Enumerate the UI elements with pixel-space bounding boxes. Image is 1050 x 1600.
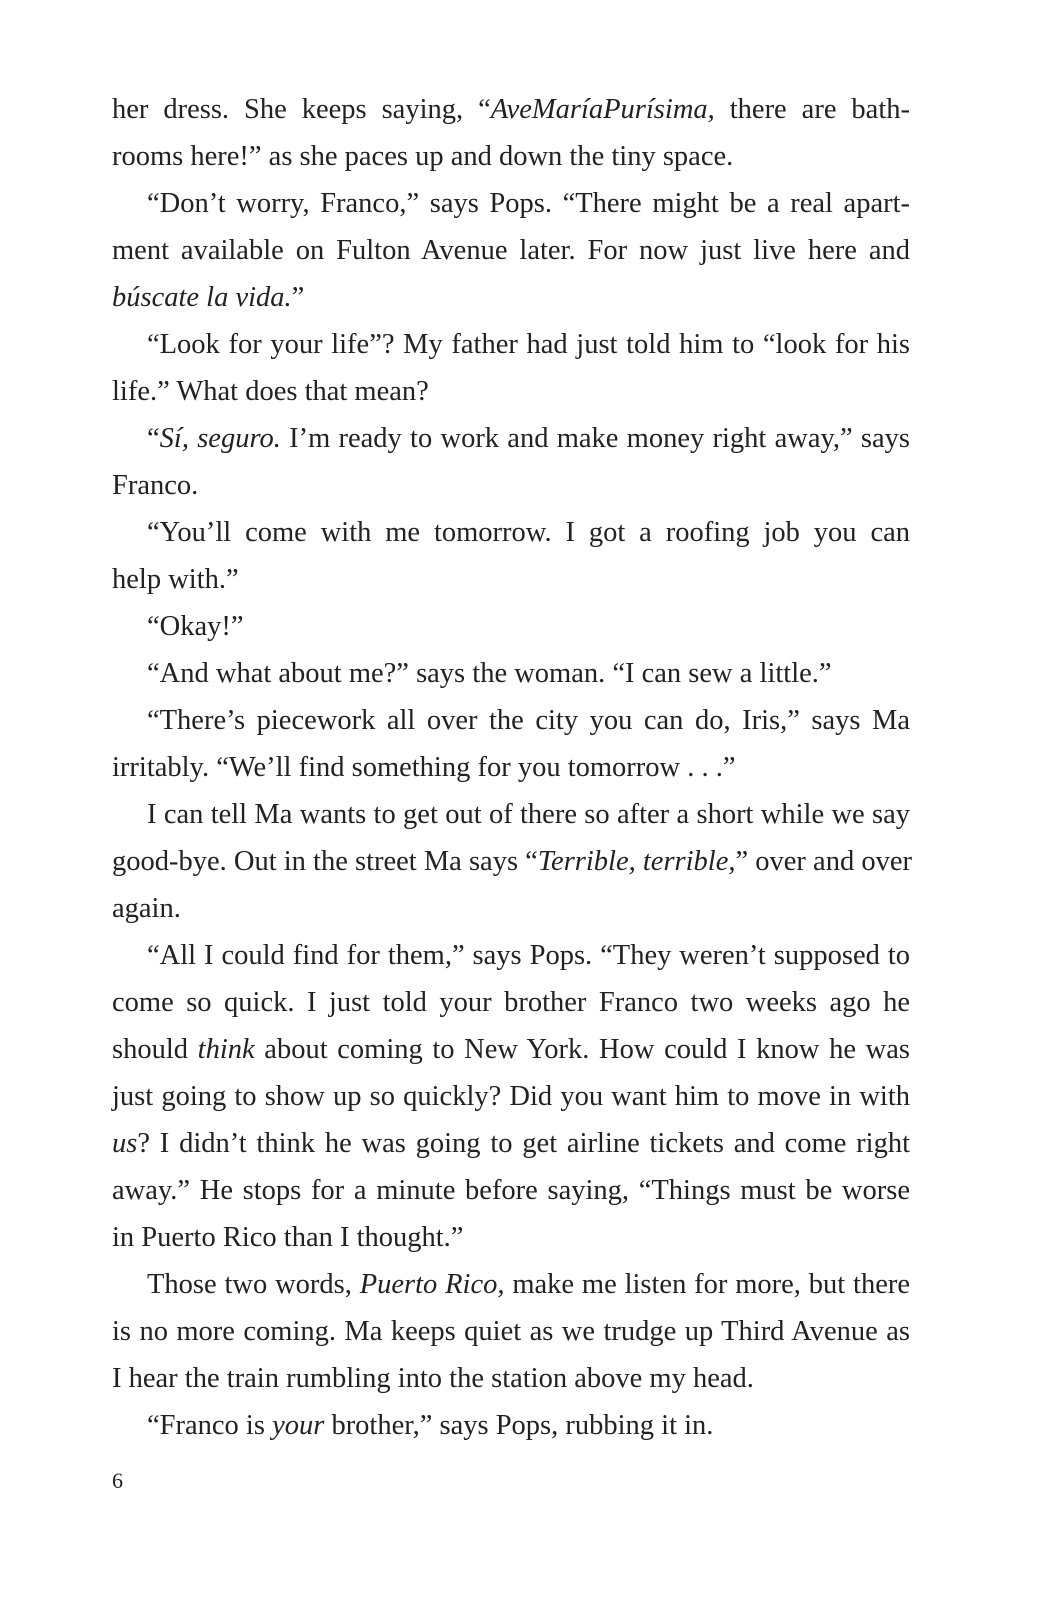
italic-text: Terrible, terrible,	[537, 846, 736, 877]
line-text: “And what about me?” says the woman. “I can sew a little.”	[147, 658, 832, 689]
text-line	[112, 744, 910, 791]
line-text: again.	[112, 893, 181, 924]
line-text: “	[147, 423, 160, 454]
text-line	[112, 274, 910, 321]
line-text: should	[112, 1034, 198, 1065]
text-line	[112, 838, 910, 885]
text-line	[112, 1167, 910, 1214]
text-line	[112, 415, 910, 462]
body-text	[112, 86, 910, 1449]
line-text: “There’s piecework all over the city you can do, Iris,” says Ma	[147, 705, 910, 736]
text-line	[112, 556, 910, 603]
line-text: ment available on Fulton Avenue later. For now just live here and	[112, 235, 910, 266]
italic-text: AveMaríaPurísima,	[490, 94, 715, 125]
line-text: Franco.	[112, 470, 199, 501]
line-text: ? I didn’t think he was going to get airline tickets and come right	[137, 1128, 910, 1159]
text-line	[112, 1308, 910, 1355]
italic-text: búscate la vida.	[112, 282, 292, 313]
text-line	[112, 697, 910, 744]
line-text: ”	[291, 282, 305, 313]
text-line	[112, 1402, 910, 1449]
page-number: 6	[112, 1468, 123, 1493]
text-line	[112, 791, 910, 838]
text-line	[112, 650, 910, 697]
line-text: good-bye. Out in the street Ma says “	[112, 846, 538, 877]
line-text: I’m ready to work and make money right away,” says	[280, 423, 910, 454]
text-line	[112, 1214, 910, 1261]
line-text: “Okay!”	[147, 611, 244, 642]
line-text: away.” He stops for a minute before saying, “Things must be worse	[112, 1175, 910, 1206]
line-text: irritably. “We’ll find something for you tomorrow . . .”	[112, 752, 736, 783]
line-text: there are bath-	[714, 94, 910, 125]
text-line	[112, 1073, 910, 1120]
italic-text: Sí, seguro.	[159, 423, 281, 454]
italic-text: Puerto Rico,	[359, 1269, 505, 1300]
line-text: “Don’t worry, Franco,” says Pops. “There might be a real apart-	[147, 188, 910, 219]
line-text: brother,” says Pops, rubbing it in.	[324, 1410, 714, 1441]
italic-text: think	[197, 1034, 255, 1065]
line-text: “All I could find for them,” says Pops. “They weren’t supposed to	[147, 940, 910, 971]
text-line	[112, 180, 910, 227]
line-text: life.” What does that mean?	[112, 376, 429, 407]
italic-text: us	[112, 1128, 138, 1159]
text-line	[112, 1261, 910, 1308]
text-line	[112, 509, 910, 556]
line-text: “You’ll come with me tomorrow. I got a roofing job you can	[147, 517, 910, 548]
text-line	[112, 86, 910, 133]
text-line	[112, 227, 910, 274]
text-line	[112, 603, 910, 650]
text-line	[112, 368, 910, 415]
line-text: her dress. She keeps saying, “	[112, 94, 491, 125]
line-text: is no more coming. Ma keeps quiet as we trudge up Third Avenue as	[112, 1316, 910, 1347]
line-text: come so quick. I just told your brother Franco two weeks ago he	[112, 987, 910, 1018]
text-line	[112, 321, 910, 368]
line-text: Those two words,	[147, 1269, 360, 1300]
line-text: “Franco is	[147, 1410, 273, 1441]
line-text: make me listen for more, but there	[504, 1269, 910, 1300]
text-line	[112, 1355, 910, 1402]
text-line	[112, 1120, 910, 1167]
line-text: help with.”	[112, 564, 239, 595]
line-text: I hear the train rumbling into the station above my head.	[112, 1363, 754, 1394]
text-line	[112, 133, 910, 180]
line-text: “Look for your life”? My father had just told him to “look for his	[147, 329, 910, 360]
italic-text: your	[272, 1410, 325, 1441]
text-line	[112, 885, 910, 932]
text-line	[112, 462, 910, 509]
text-line	[112, 1026, 910, 1073]
text-line	[112, 932, 910, 979]
text-line	[112, 979, 910, 1026]
line-text: I can tell Ma wants to get out of there so after a short while we say	[147, 799, 910, 830]
line-text: about coming to New York. How could I know he was	[254, 1034, 910, 1065]
line-text: ” over and over	[735, 846, 912, 877]
line-text: in Puerto Rico than I thought.”	[112, 1222, 464, 1253]
line-text: just going to show up so quickly? Did you want him to move in with	[112, 1081, 910, 1112]
line-text: rooms here!” as she paces up and down the tiny space.	[112, 141, 734, 172]
